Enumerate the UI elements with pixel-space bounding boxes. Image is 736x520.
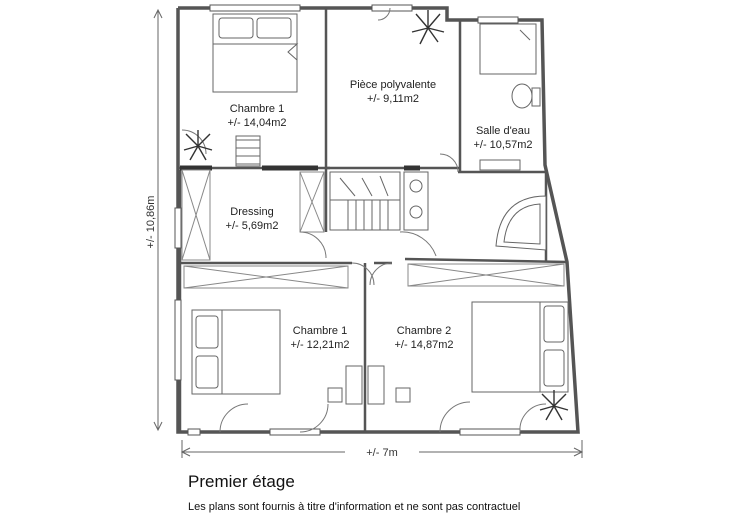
room-name-chambre-1-top: Chambre 1 <box>229 103 285 115</box>
desks <box>328 366 410 404</box>
bed-top <box>213 14 297 92</box>
plan-title: Premier étage <box>188 472 295 491</box>
room-name-chambre-1-bottom: Chambre 1 <box>292 325 348 337</box>
bed-bottom-left <box>192 310 280 394</box>
room-name-salle-deau: Salle d'eau <box>475 125 531 137</box>
width-label: +/- 7m <box>366 447 398 459</box>
bathtub <box>496 196 546 250</box>
plant-icon <box>184 130 212 160</box>
room-name-dressing: Dressing <box>230 206 274 218</box>
room-name-piece-polyvalente: Pièce polyvalente <box>349 79 437 91</box>
room-area-piece-polyvalente: +/- 9,11m2 <box>366 93 420 105</box>
room-area-dressing: +/- 5,69m2 <box>225 220 279 232</box>
height-label: +/- 10,86m <box>145 195 157 249</box>
room-area-chambre-1-top: +/- 14,04m2 <box>227 117 287 129</box>
room-area-chambre-2: +/- 14,87m2 <box>394 339 454 351</box>
plant-icon <box>412 10 444 44</box>
bed-bottom-right <box>472 302 568 392</box>
plant-icon <box>540 390 568 420</box>
double-sink <box>404 172 428 230</box>
room-name-chambre-2: Chambre 2 <box>396 325 452 337</box>
plan-disclaimer: Les plans sont fournis à titre d'information et ne sont pas contractuel <box>188 501 521 513</box>
room-area-chambre-1-bottom: +/- 12,21m2 <box>290 339 350 351</box>
room-area-salle-deau: +/- 10,57m2 <box>473 139 533 151</box>
